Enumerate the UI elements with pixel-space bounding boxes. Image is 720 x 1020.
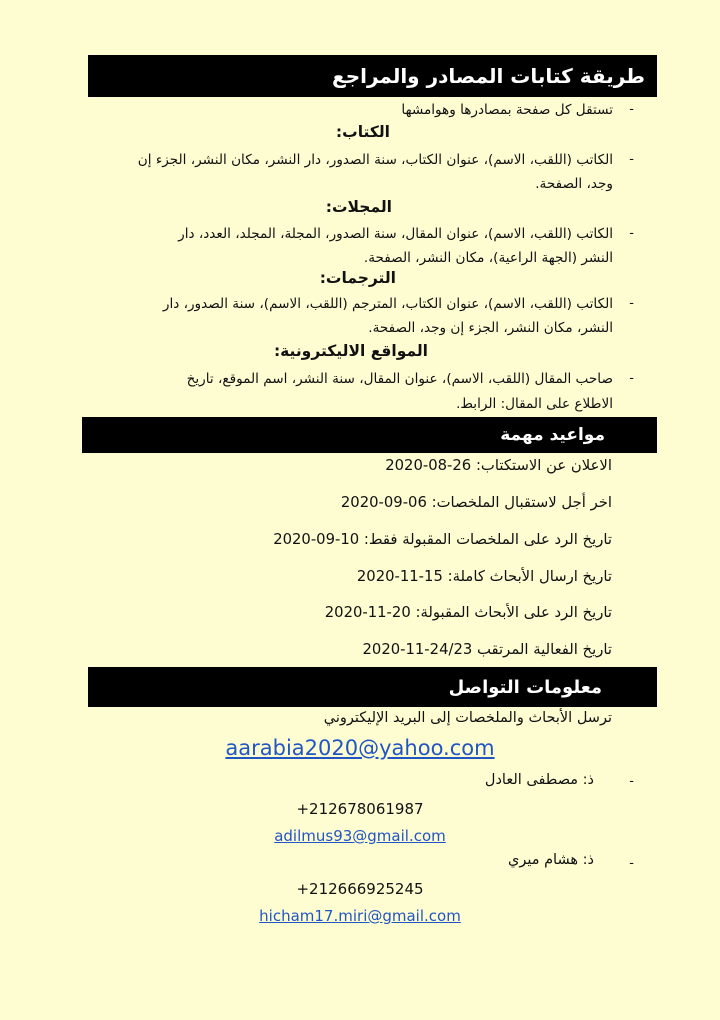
book-heading: الكتاب: xyxy=(335,123,390,141)
contact-person-name: ذ: هشام ميري xyxy=(507,852,594,868)
date-value: 2020-09-10 xyxy=(273,531,360,548)
date-label: تاريخ الفعالية المرتقب xyxy=(477,641,612,658)
translations-heading: الترجمات: xyxy=(319,269,396,287)
bullet-marker: - xyxy=(629,296,634,311)
bullet-marker: - xyxy=(629,152,634,167)
date-value: 2020-11-24/23 xyxy=(362,641,473,658)
contact-person-email-link[interactable]: adilmus93@gmail.com xyxy=(274,827,446,845)
sources-section-title: طريقة كتابات المصادر والمراجع xyxy=(332,64,645,88)
bullet-marker: - xyxy=(629,856,634,871)
contact-person-email-link[interactable]: hicham17.miri@gmail.com xyxy=(259,907,461,925)
journals-heading: المجلات: xyxy=(325,198,392,216)
translations-format-line-2: النشر، مكان النشر، الجزء إن وجد، الصفحة. xyxy=(368,320,613,336)
contact-person-phone: +212678061987 xyxy=(296,800,424,818)
date-value: 2020-11-20 xyxy=(324,604,411,621)
translations-format-line-1: الكاتب (اللقب، الاسم)، عنوان الكتاب، المترجم (اللقب، الاسم)، سنة الصدور، دار xyxy=(162,296,613,312)
date-label: تاريخ ارسال الأبحاث كاملة: xyxy=(447,568,612,585)
contact-section-header xyxy=(88,667,657,707)
websites-format-line-1: صاحب المقال (اللقب، الاسم)، عنوان المقال، سنة النشر، اسم الموقع، تاريخ xyxy=(186,371,613,387)
date-label: الاعلان عن الاستكتاب: xyxy=(475,457,612,474)
date-value: 2020-09-06 xyxy=(340,494,427,511)
date-item xyxy=(273,531,612,548)
book-format-line-2: وجد، الصفحة. xyxy=(535,176,613,192)
bullet-marker: - xyxy=(629,102,634,117)
date-item xyxy=(341,494,612,511)
contact-person-name: ذ: مصطفى العادل xyxy=(484,772,594,788)
contact-intro: ترسل الأبحاث والملخصات إلى البريد الإليكتروني xyxy=(323,710,612,726)
book-format-line-1: الكاتب (اللقب، الاسم)، عنوان الكتاب، سنة الصدور، دار النشر، مكان النشر، الجزء إن xyxy=(137,152,613,168)
date-value: 2020-08-26 xyxy=(385,457,472,474)
date-item xyxy=(385,457,612,474)
sources-section-header xyxy=(88,55,657,97)
dates-section-title: مواعيد مهمة xyxy=(500,425,605,445)
sources-intro: تستقل كل صفحة بمصادرها وهوامشها xyxy=(401,102,613,118)
date-label: تاريخ الرد على الأبحاث المقبولة: xyxy=(415,604,612,621)
bullet-marker: - xyxy=(629,371,634,386)
date-item xyxy=(325,604,612,621)
date-label: تاريخ الرد على الملخصات المقبولة فقط: xyxy=(363,531,612,548)
websites-format-line-2: الاطلاع على المقال: الرابط. xyxy=(456,396,613,412)
date-item xyxy=(362,641,612,658)
contact-person-phone: +212666925245 xyxy=(296,880,424,898)
dates-section-header xyxy=(82,417,657,453)
date-item xyxy=(357,568,612,585)
bullet-marker: - xyxy=(629,226,634,241)
journals-format-line-1: الكاتب (اللقب، الاسم)، عنوان المقال، سنة الصدور، المجلة، المجلد، العدد، دار xyxy=(178,226,613,242)
journals-format-line-2: النشر (الجهة الراعية)، مكان النشر، الصفحة. xyxy=(363,250,613,266)
main-email-link[interactable]: aarabia2020@yahoo.com xyxy=(225,736,495,760)
contact-section-title: معلومات التواصل xyxy=(448,676,602,698)
date-value: 2020-11-15 xyxy=(356,568,443,585)
websites-heading: المواقع الاليكترونية: xyxy=(273,342,428,360)
date-label: اخر أجل لاستقبال الملخصات: xyxy=(431,494,612,511)
bullet-marker: - xyxy=(629,774,634,789)
